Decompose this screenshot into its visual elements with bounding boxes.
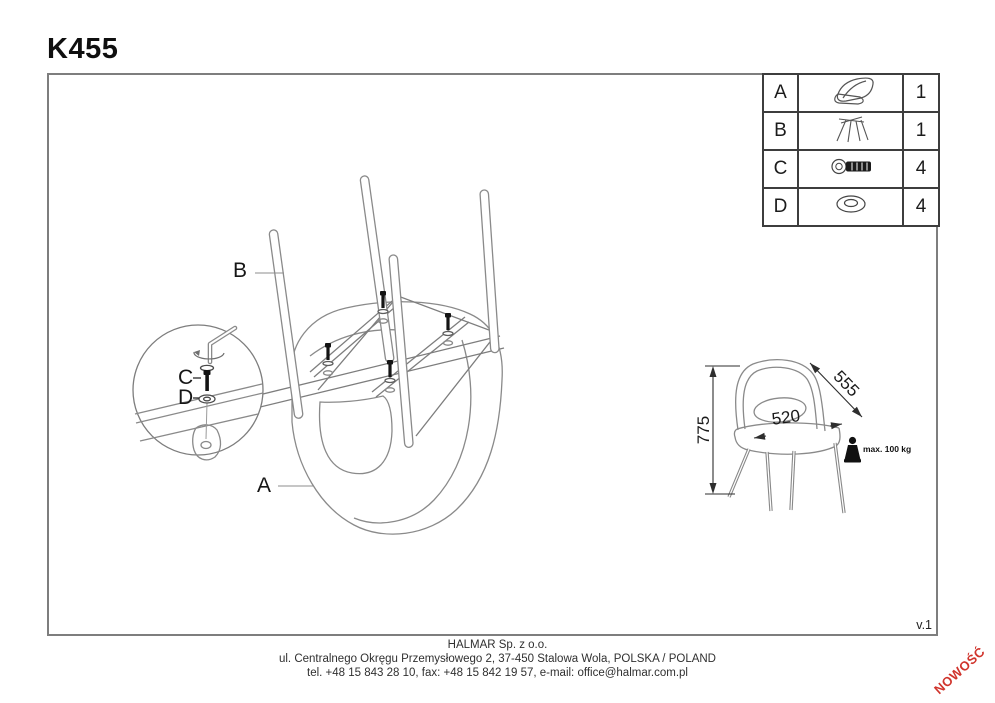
seat-shell-icon — [798, 74, 903, 112]
table-row — [763, 150, 939, 188]
part-id: C — [763, 150, 798, 188]
parts-table — [762, 73, 940, 227]
footer-address: ul. Centralnego Okręgu Przemysłowego 2, 37-450 Stalowa Wola, POLSKA / POLAND — [278, 653, 716, 665]
new-badge: NOWOŚĆ — [931, 643, 988, 698]
assembly-label-b: B — [233, 259, 248, 282]
bolt-icon — [798, 150, 903, 188]
assembly-label-d: D — [178, 386, 194, 409]
detail-circle — [133, 325, 263, 460]
part-qty: 4 — [903, 188, 939, 226]
part-qty: 4 — [903, 150, 939, 188]
assembly-label-a: A — [257, 474, 272, 497]
footer-contact: tel. +48 15 843 28 10, fax: +48 15 842 19 57, e-mail: office@halmar.com.pl — [307, 667, 688, 679]
part-id: A — [763, 74, 798, 112]
weight-icon — [844, 437, 861, 463]
depth-dimension-label: 555 — [829, 366, 864, 401]
part-id: D — [763, 188, 798, 226]
table-row — [763, 112, 939, 150]
version-label: v.1 — [916, 618, 932, 632]
height-dimension-label: 775 — [694, 415, 713, 445]
width-dimension-label: 520 — [770, 406, 802, 429]
footer-company: HALMAR Sp. z o.o. — [447, 639, 548, 651]
max-load-label: max. 100 kg — [863, 444, 912, 454]
page-title: K455 — [47, 33, 119, 65]
washer-icon — [199, 395, 215, 403]
table-row — [763, 74, 939, 112]
part-qty: 1 — [903, 74, 939, 112]
washer-icon — [798, 188, 903, 226]
leg-frame-icon — [798, 112, 903, 150]
table-row — [763, 188, 939, 226]
part-qty: 1 — [903, 112, 939, 150]
dimension-chair-drawing — [729, 360, 844, 513]
part-id: B — [763, 112, 798, 150]
assembly-label-c: C — [178, 366, 194, 389]
